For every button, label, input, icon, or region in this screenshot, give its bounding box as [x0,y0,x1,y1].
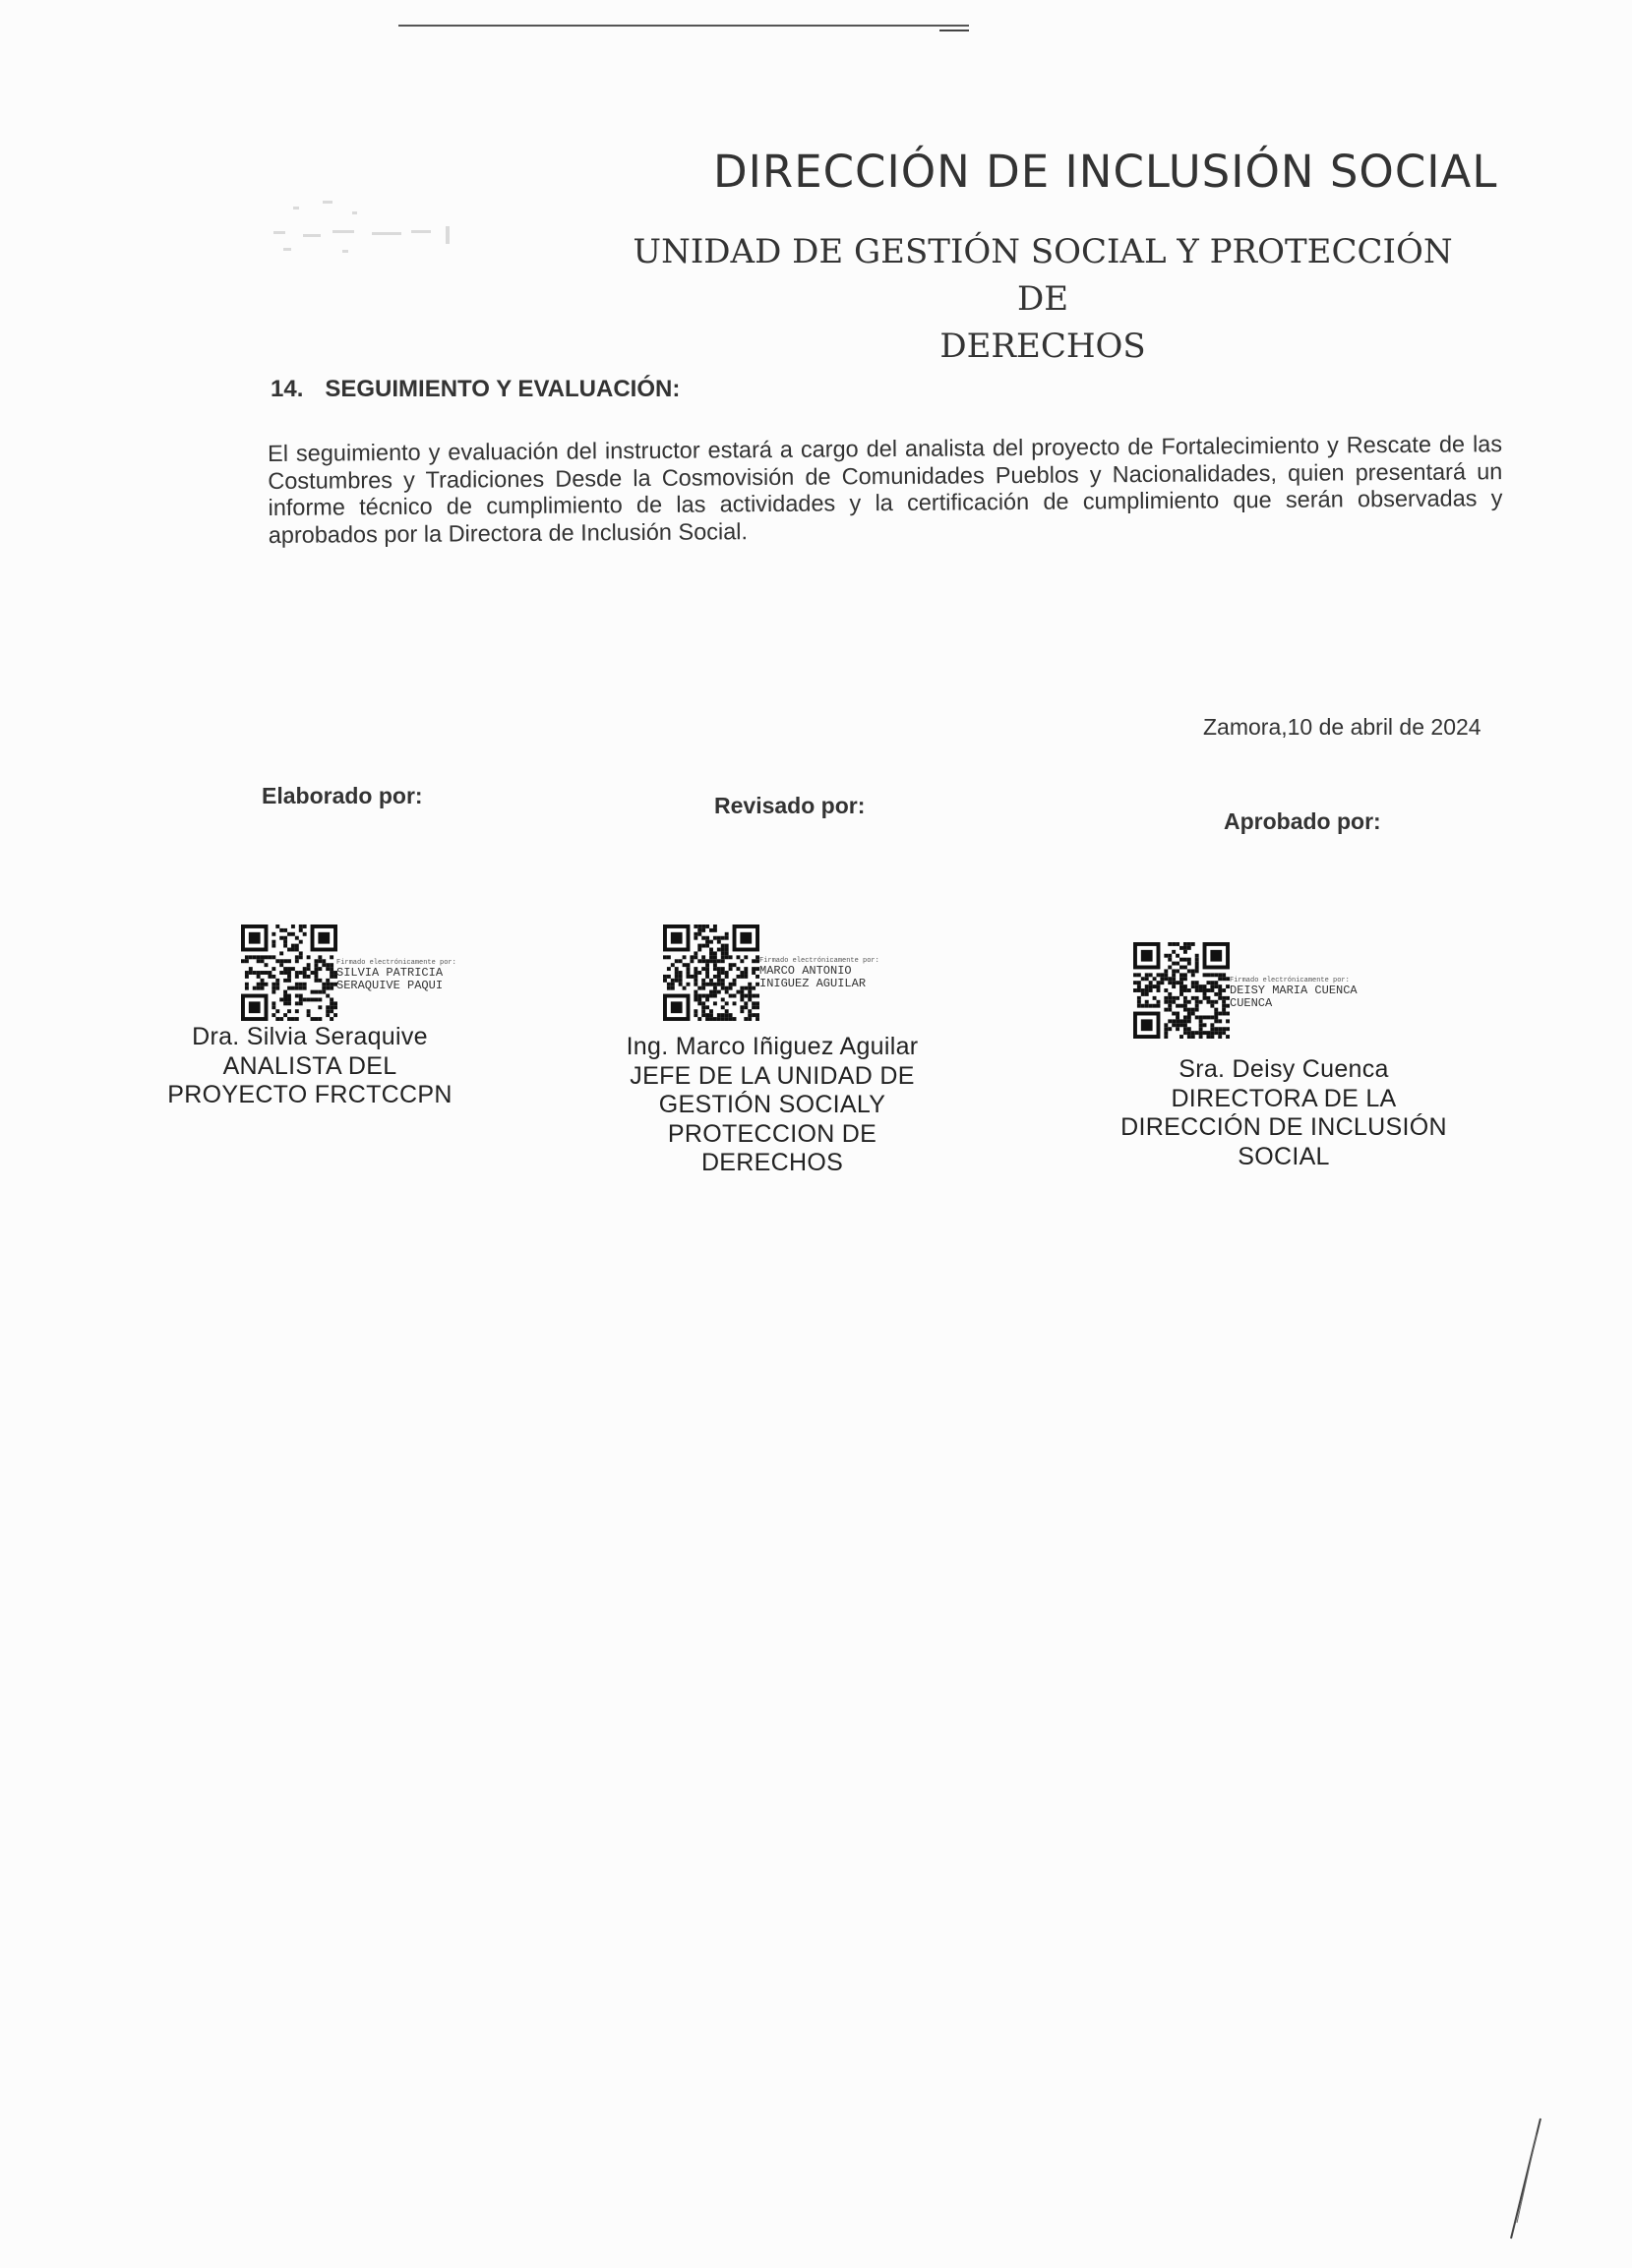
signer-silvia [148,1023,472,1110]
signer-title-line-3: SOCIAL [1238,1142,1330,1170]
signer-title-line-1: JEFE DE LA UNIDAD DE [630,1061,915,1090]
top-scan-rule [398,25,969,27]
signer-marco [575,1033,969,1178]
section-heading [271,376,680,403]
e-signature-silvia [336,959,456,992]
signer-title-line-3: PROTECCION DE [667,1119,877,1148]
qr-signature-deisy [1133,942,1230,1039]
qr-code-icon [241,925,337,1021]
e-signature-name-line-1: DEISY MARIA CUENCA [1230,984,1358,997]
signer-name: Ing. Marco Iñiguez Aguilar [626,1033,919,1060]
section-title: SEGUIMIENTO Y EVALUACIÓN: [325,376,681,402]
top-scan-mark [939,30,969,31]
elaborado-label: Elaborado por: [262,783,423,808]
signer-name: Sra. Deisy Cuenca [1179,1055,1389,1083]
department-title: DIRECCIÓN DE INCLUSIÓN SOCIAL [713,146,1498,198]
e-signature-name-line-1: MARCO ANTONIO [759,964,852,978]
aprobado-label: Aprobado por: [1224,808,1381,834]
signer-name: Dra. Silvia Seraquive [192,1023,428,1050]
unit-subtitle [630,228,1456,370]
qr-code-icon [663,925,759,1021]
revisado-label: Revisado por: [714,793,866,818]
e-signature-deisy [1230,977,1358,1010]
firmado-label: Firmado electrónicamente por: [1230,977,1350,985]
firmado-label: Firmado electrónicamente por: [336,959,456,967]
e-signature-name-line-2: INIGUEZ AGUILAR [759,977,867,990]
qr-code-icon [1133,942,1230,1039]
e-signature-marco [759,957,879,990]
signer-title-line-1: ANALISTA DEL [222,1051,397,1080]
e-signature-name-line-1: SILVIA PATRICIA [336,966,444,980]
e-signature-name-line-2: CUENCA [1230,996,1273,1010]
signer-title-line-2: PROYECTO FRCTCCPN [167,1081,453,1108]
qr-signature-silvia [241,925,337,1021]
handwritten-slash-mark [1505,2115,1544,2242]
section-number: 14. [271,376,304,402]
e-signature-name-line-2: SERAQUIVE PAQUI [336,979,444,992]
signer-title-line-2: DIRECCIÓN DE INCLUSIÓN [1120,1113,1447,1141]
firmado-label: Firmado electrónicamente por: [759,957,879,965]
signer-title-line-1: DIRECTORA DE LA [1171,1084,1397,1112]
section-body-paragraph: El seguimiento y evaluación del instructor estará a cargo del analista del proyecto de Fortalecimiento y Rescate de las Costumbres y Tradiciones Desde la Cosmovisión de Comunidades Pueblos y Nacionalidades, quien presentará un informe técnico de cumplimiento de las actividades y la certificación de cumplimiento que serán observadas y aprobados por la Directora de Inclusión Social. [268,431,1503,548]
faded-logo-stamp [264,187,490,266]
unit-subtitle-line-1: UNIDAD DE GESTIÓN SOCIAL Y PROTECCIÓN DE [633,232,1453,319]
signer-title-line-4: DERECHOS [700,1149,844,1176]
signer-deisy [1077,1055,1490,1171]
unit-subtitle-line-2: DERECHOS [939,327,1146,366]
document-date: Zamora,10 de abril de 2024 [1203,714,1481,740]
qr-signature-marco [663,925,759,1021]
signer-title-line-2: GESTIÓN SOCIALY [658,1091,886,1118]
